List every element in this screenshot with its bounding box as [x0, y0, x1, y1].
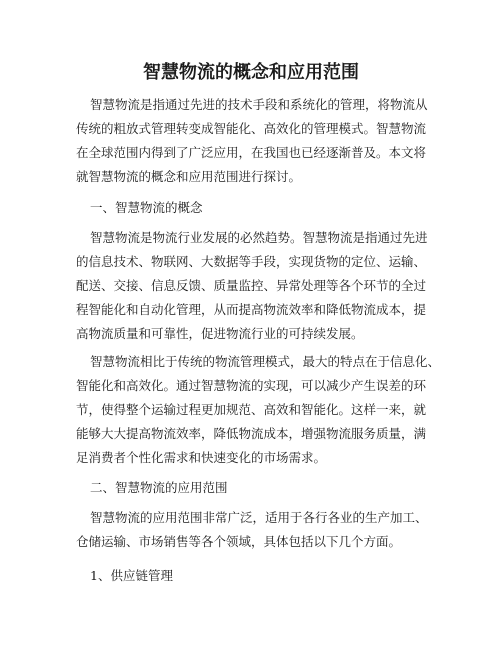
text-line: 就智慧物流的概念和应用范围进行探讨。	[76, 169, 302, 184]
text-line: 的信息技术、物联网、大数据等手段，实现货物的定位、运输、	[76, 254, 427, 269]
text-line: 足消费者个性化需求和快速变化的市场需求。	[76, 450, 327, 465]
text-line: 智慧物流相比于传统的物流管理模式，最大的特点在于信息化、	[90, 354, 441, 369]
section-heading-scope	[76, 476, 476, 500]
text-line: 程智能化和自动化管理，从而提高物流效率和降低物流成本，提	[76, 302, 427, 317]
text-line: 高物流质量和可靠性，促进物流行业的可持续发展。	[76, 326, 364, 341]
section-heading-concept	[76, 196, 476, 220]
text-line: 节，使得整个运输过程更加规范、高效和智能化。这样一来，就	[76, 402, 427, 417]
text-line: 能够大大提高物流效率，降低物流成本，增强物流服务质量，满	[76, 426, 427, 441]
text-line: 智慧物流是指通过先进的技术手段和系统化的管理，将物流从	[90, 97, 428, 112]
text-line: 智慧物流是物流行业发展的必然趋势。智慧物流是指通过先进	[90, 230, 428, 245]
section-heading: 二、智慧物流的应用范围	[90, 480, 228, 495]
scope-paragraph	[76, 506, 476, 554]
text-line: 在全球范围内得到了广泛应用，在我国也已经逐渐普及。本文将	[76, 145, 427, 160]
subsection-heading: 1、供应链管理	[90, 568, 173, 583]
text-line: 传统的粗放式管理转变成智能化、高效化的管理模式。智慧物流	[76, 121, 427, 136]
text-line: 配送、交接、信息反馈、质量监控、异常处理等各个环节的全过	[76, 278, 427, 293]
concept-paragraph-2	[76, 350, 476, 470]
concept-paragraph-1	[76, 226, 476, 346]
document-title: 智慧物流的概念和应用范围	[143, 62, 359, 83]
section-heading: 一、智慧物流的概念	[90, 200, 203, 215]
text-line: 仓储运输、市场销售等各个领域，具体包括以下几个方面。	[76, 534, 402, 549]
subsection-heading-supply-chain	[76, 564, 476, 588]
text-line: 智慧物流的应用范围非常广泛，适用于各行各业的生产加工、	[90, 510, 428, 525]
text-line: 智能化和高效化。通过智慧物流的实现，可以减少产生误差的环	[76, 378, 427, 393]
intro-paragraph	[76, 93, 476, 189]
